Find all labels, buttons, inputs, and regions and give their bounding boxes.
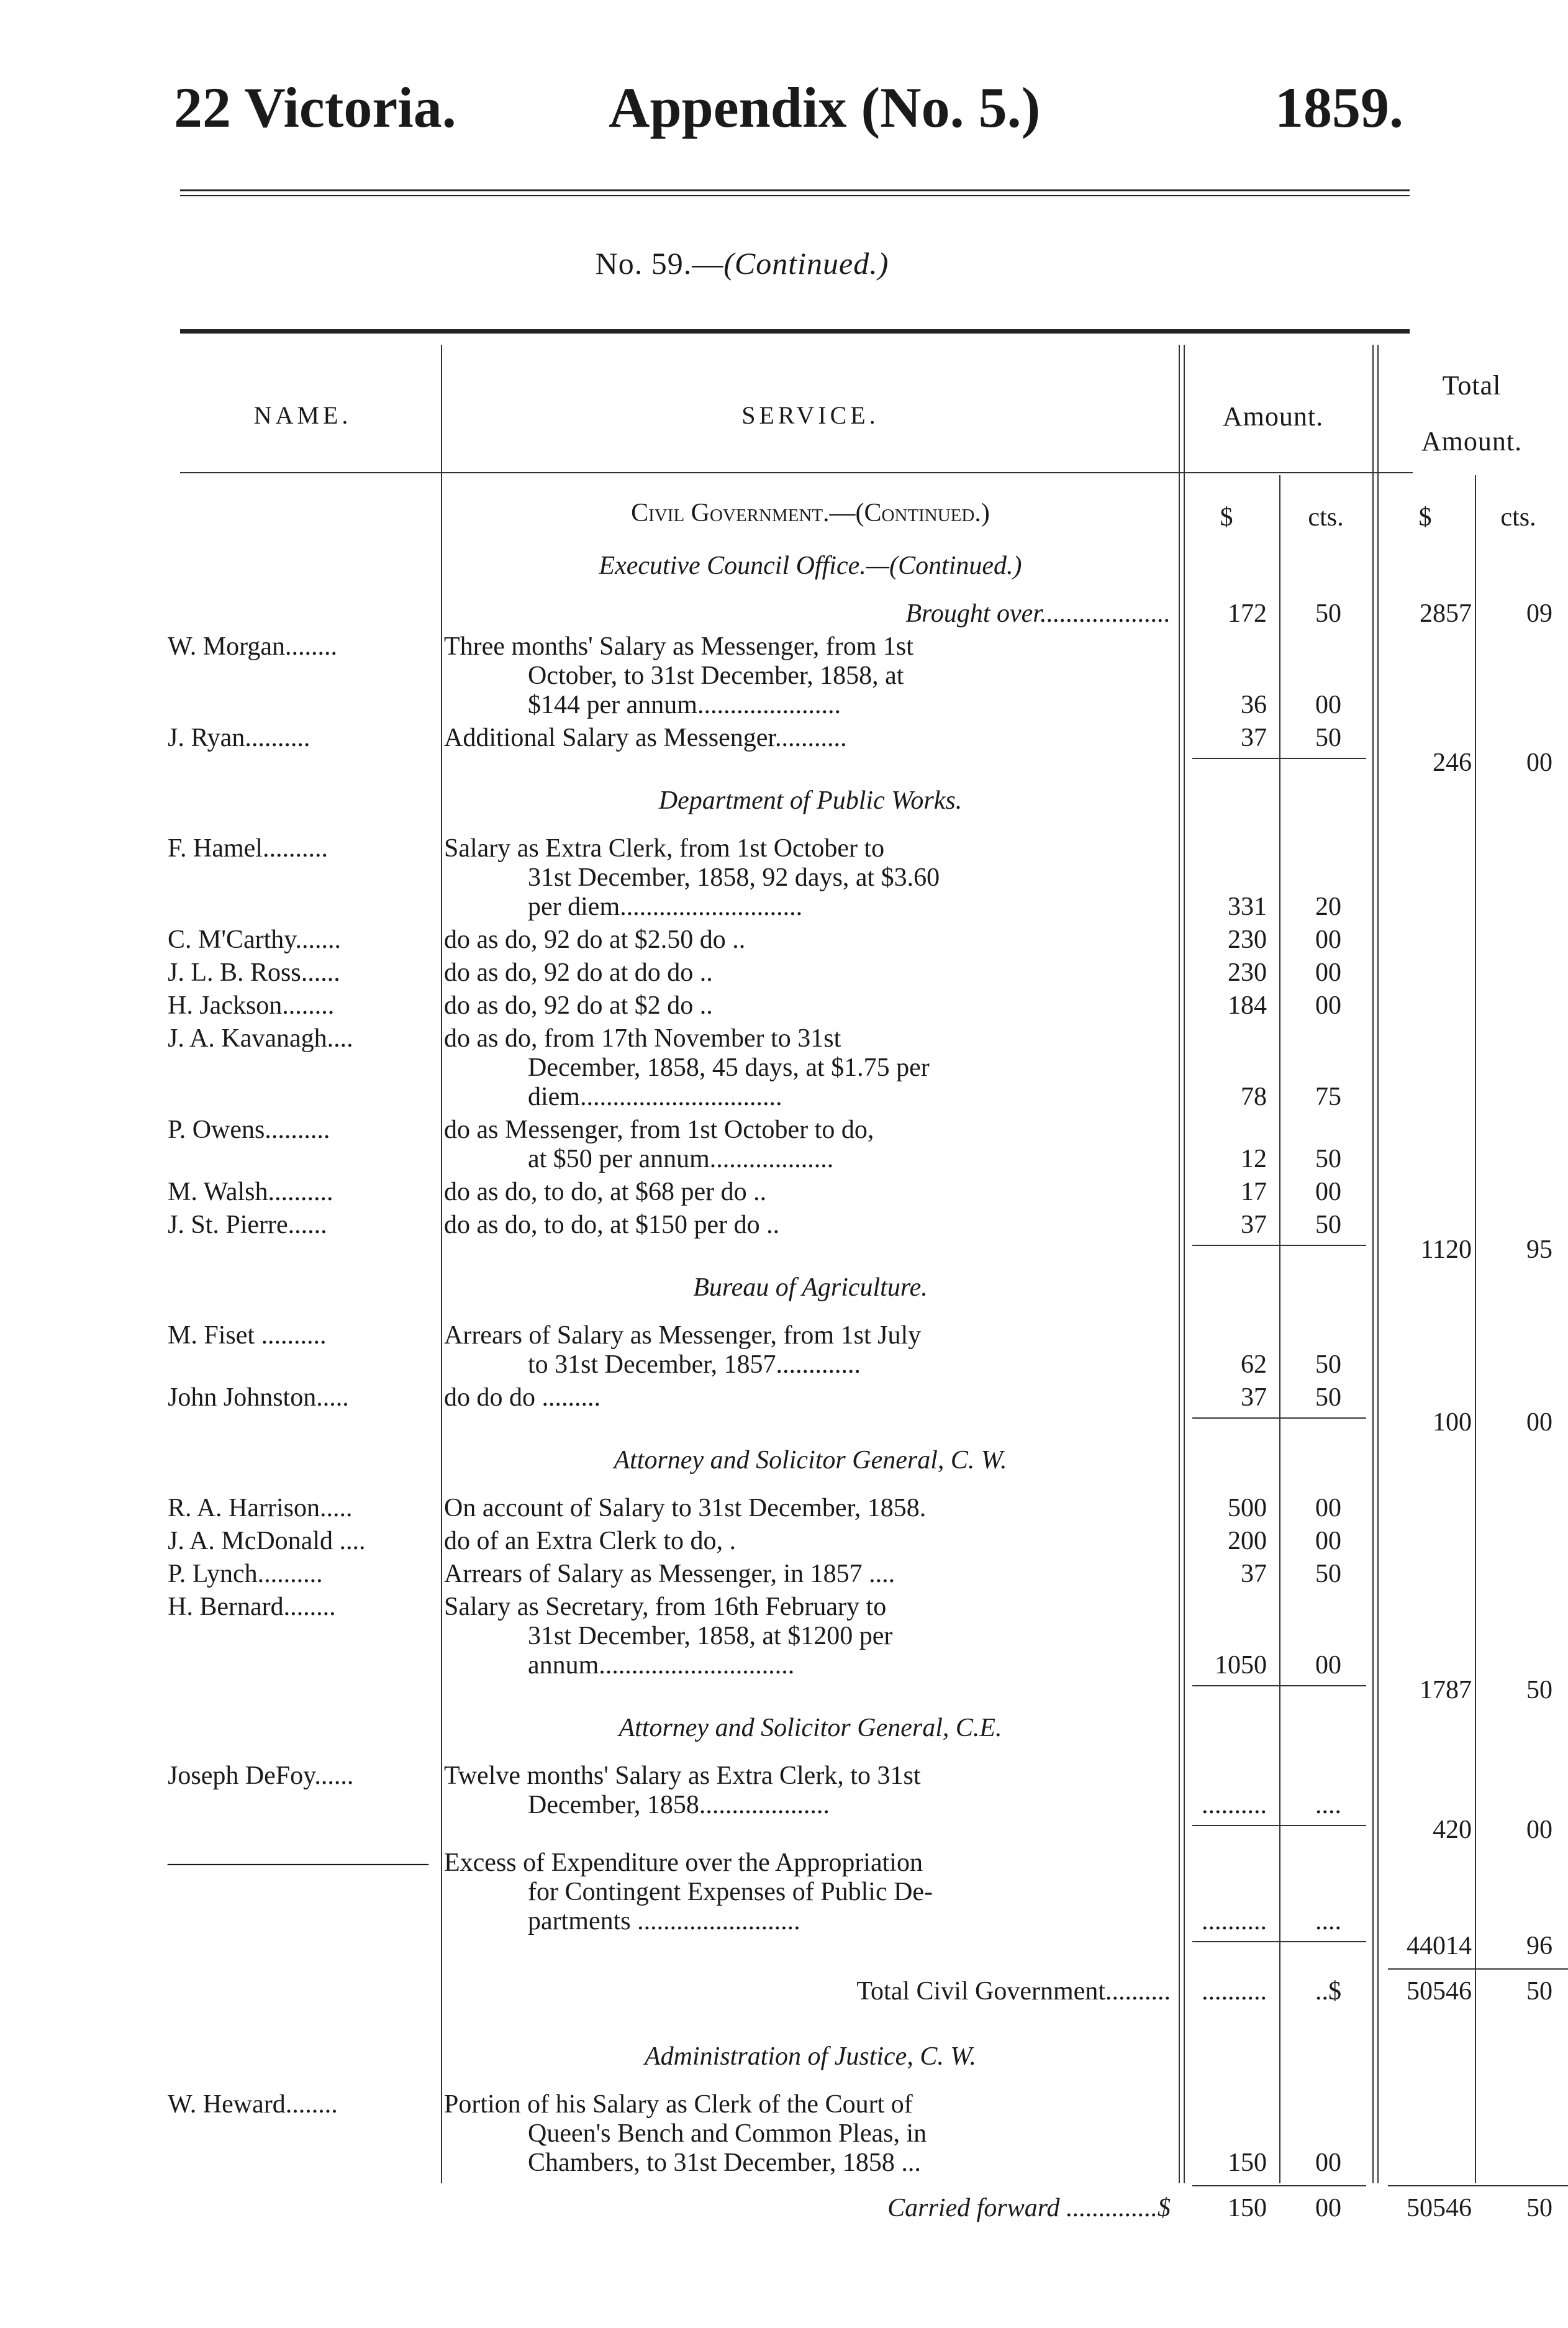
amount-dollars: .......... xyxy=(1202,1791,1267,1819)
amount-cents: 00 xyxy=(1315,991,1341,1020)
payee-name: M. Walsh.......... xyxy=(168,1178,333,1206)
amount-dollars: 200 xyxy=(1228,1527,1267,1555)
amount-dollars: .......... xyxy=(1202,1907,1267,1935)
total-cents: 50 xyxy=(1526,1977,1552,2006)
payee-name: J. A. Kavanagh.... xyxy=(168,1024,353,1053)
service-description: Additional Salary as Messenger........... xyxy=(444,724,847,752)
service-description: do as do, to do, at $68 per do .. xyxy=(444,1178,767,1206)
sum-rule xyxy=(1388,2185,1568,2186)
service-description: do as do, 92 do at $2.50 do .. xyxy=(444,925,746,954)
total-cents: 50 xyxy=(1526,1676,1552,1704)
total-cents: 95 xyxy=(1526,1235,1552,1264)
service-description: Arrears of Salary as Messenger, in 1857 .... xyxy=(444,1560,895,1588)
subtotal-rule xyxy=(1192,1417,1366,1419)
service-description: Arrears of Salary as Messenger, from 1st July xyxy=(444,1321,922,1350)
section-heading: Bureau of Agriculture. xyxy=(693,1273,928,1302)
col-divider-amount-2 xyxy=(1377,345,1379,2183)
service-description: Excess of Expenditure over the Appropriation xyxy=(444,1848,923,1877)
payee-name: J. Ryan.......... xyxy=(168,724,310,752)
expenditure-table xyxy=(161,332,1552,2222)
payee-name: F. Hamel.......... xyxy=(168,834,328,863)
col-divider-total-cents xyxy=(1475,475,1476,2183)
service-description: December, 1858, 45 days, at $1.75 per xyxy=(528,1053,930,1082)
amount-cents: 50 xyxy=(1315,1145,1341,1173)
amount-cents: 00 xyxy=(1315,1651,1341,1680)
amount-cents: 00 xyxy=(1315,1527,1341,1555)
service-description: Brought over.................... xyxy=(905,599,1171,628)
payee-name: Joseph DeFoy...... xyxy=(168,1762,354,1790)
total-dollars: 420 xyxy=(1433,1816,1472,1844)
total-cents: 09 xyxy=(1526,599,1552,628)
service-description: Queen's Bench and Common Pleas, in xyxy=(528,2119,927,2148)
payee-name: P. Lynch.......... xyxy=(168,1560,323,1588)
payee-name: J. A. McDonald .... xyxy=(168,1527,366,1555)
carried-forward-label: Carried forward ..............$ xyxy=(887,2194,1171,2222)
amount-dollars: 12 xyxy=(1241,1145,1267,1173)
amount-dollars: 150 xyxy=(1228,2194,1267,2222)
service-description: do of an Extra Clerk to do, . xyxy=(444,1527,736,1555)
subtotal-rule xyxy=(1192,1245,1366,1246)
section-heading: Administration of Justice, C. W. xyxy=(645,2042,976,2071)
service-description: at $50 per annum................... xyxy=(528,1145,834,1173)
total-dollars: 100 xyxy=(1433,1408,1472,1437)
col-divider-amount-cents xyxy=(1279,475,1280,2183)
col-divider-name xyxy=(441,345,442,2183)
header-session: 22 Victoria. xyxy=(174,76,456,139)
subtotal-rule xyxy=(1192,758,1366,759)
amount-dollars: .......... xyxy=(1202,1977,1267,2006)
service-description: annum.............................. xyxy=(528,1651,795,1680)
payee-name: W. Heward........ xyxy=(168,2090,338,2119)
total-cents: 00 xyxy=(1526,748,1552,777)
service-description: December, 1858.................... xyxy=(528,1791,830,1819)
service-description: Chambers, to 31st December, 1858 ... xyxy=(528,2148,921,2177)
section-heading: Attorney and Solicitor General, C. W. xyxy=(614,1446,1007,1475)
payee-name: —————————— xyxy=(168,1848,428,1877)
header-rule-2 xyxy=(180,195,1410,196)
amount-dollars: 230 xyxy=(1228,925,1267,954)
payee-name: C. M'Carthy....... xyxy=(168,925,342,954)
amount-dollars: 500 xyxy=(1228,1494,1267,1522)
total-cents: 50 xyxy=(1526,2194,1552,2222)
service-description: partments ......................... xyxy=(528,1907,800,1935)
amount-cents: 00 xyxy=(1315,2148,1341,2177)
service-description: to 31st December, 1857............. xyxy=(528,1350,861,1379)
col-header-total-2: Amount. xyxy=(1421,426,1523,457)
table-subtitle xyxy=(0,245,1484,281)
section-heading: Executive Council Office.—(Continued.) xyxy=(599,552,1022,580)
total-dollar-head: $ xyxy=(1418,503,1432,532)
total-cents: 96 xyxy=(1526,1932,1552,1960)
service-description: 31st December, 1858, 92 days, at $3.60 xyxy=(528,863,940,892)
subtotal-rule xyxy=(1192,1941,1366,1942)
total-dollars: 44014 xyxy=(1407,1932,1472,1960)
amount-dollars: 331 xyxy=(1228,893,1267,921)
amount-cents: ..$ xyxy=(1315,1977,1341,2006)
service-description: do as do, 92 do at do do .. xyxy=(444,958,713,987)
amount-dollars: 36 xyxy=(1241,691,1267,719)
section-heading: Department of Public Works. xyxy=(658,786,963,815)
total-dollars: 1120 xyxy=(1420,1235,1472,1264)
payee-name: H. Bernard........ xyxy=(168,1593,336,1621)
amount-dollars: 172 xyxy=(1228,599,1267,628)
total-dollars: 1787 xyxy=(1420,1676,1472,1704)
service-description: for Contingent Expenses of Public De- xyxy=(528,1878,933,1906)
section-heading: Civil Government.—(Continued.) xyxy=(631,499,990,527)
amount-cents: 00 xyxy=(1315,1178,1341,1206)
service-description: do do do ......... xyxy=(444,1383,600,1412)
service-description: On account of Salary to 31st December, 1858. xyxy=(444,1494,927,1522)
sum-rule-amount xyxy=(1192,2185,1366,2186)
service-description: 31st December, 1858, at $1200 per xyxy=(528,1622,893,1650)
amount-dollars: 230 xyxy=(1228,958,1267,987)
service-description: do as do, to do, at $150 per do .. xyxy=(444,1211,780,1239)
service-description: per diem............................ xyxy=(528,893,803,921)
payee-name: R. A. Harrison..... xyxy=(168,1494,353,1522)
amount-cents: 50 xyxy=(1315,599,1341,628)
amount-dollars: 37 xyxy=(1241,1211,1267,1239)
amount-dollars: 37 xyxy=(1241,724,1267,752)
payee-name: John Johnston..... xyxy=(168,1383,349,1412)
amount-dollars: 17 xyxy=(1241,1178,1267,1206)
total-dollars: 50546 xyxy=(1407,1977,1472,2006)
amount-cents: 50 xyxy=(1315,1211,1341,1239)
amount-cents-head: cts. xyxy=(1308,503,1344,532)
header-year: 1859. xyxy=(1275,76,1403,139)
header-rule xyxy=(180,189,1410,191)
subtotal-rule xyxy=(1192,1825,1366,1826)
payee-name: P. Owens.......... xyxy=(168,1116,330,1144)
amount-cents: .... xyxy=(1315,1907,1341,1935)
col-divider-service xyxy=(1179,345,1180,2183)
service-description: Salary as Secretary, from 16th February to xyxy=(444,1593,887,1621)
amount-cents: 20 xyxy=(1315,893,1341,921)
amount-cents: .... xyxy=(1315,1791,1341,1819)
total-cents-head: cts. xyxy=(1500,503,1536,532)
payee-name: J. St. Pierre...... xyxy=(168,1211,327,1239)
col-divider-amount xyxy=(1372,345,1374,2183)
total-label: Total Civil Government.......... xyxy=(856,1977,1171,2006)
payee-name: J. L. B. Ross...... xyxy=(168,958,340,987)
service-description: October, to 31st December, 1858, at xyxy=(528,662,904,690)
amount-dollars: 37 xyxy=(1241,1560,1267,1588)
service-description: diem............................... xyxy=(528,1083,782,1111)
amount-cents: 50 xyxy=(1315,1560,1341,1588)
total-dollars: 2857 xyxy=(1420,599,1472,628)
service-description: do as do, from 17th November to 31st xyxy=(444,1024,841,1053)
service-description: Twelve months' Salary as Extra Clerk, to 31st xyxy=(444,1762,921,1790)
subtotal-rule xyxy=(1192,1685,1366,1686)
subtitle-number: No. 59.— xyxy=(595,246,724,281)
total-cents: 00 xyxy=(1526,1408,1552,1437)
service-description: Three months' Salary as Messenger, from 1st xyxy=(444,632,913,661)
service-description: do as do, 92 do at $2 do .. xyxy=(444,991,713,1020)
amount-cents: 00 xyxy=(1315,1494,1341,1522)
amount-dollars: 62 xyxy=(1241,1350,1267,1379)
total-dollars: 246 xyxy=(1433,748,1472,777)
amount-cents: 00 xyxy=(1315,925,1341,954)
amount-dollars: 150 xyxy=(1228,2148,1267,2177)
subtitle-continued: (Continued.) xyxy=(723,246,889,281)
total-dollars: 50546 xyxy=(1407,2194,1472,2222)
amount-cents: 50 xyxy=(1315,1383,1341,1412)
amount-dollars: 78 xyxy=(1241,1083,1267,1111)
service-description: Portion of his Salary as Clerk of the Court of xyxy=(444,2090,913,2119)
col-header-name: NAME. xyxy=(253,401,352,429)
amount-dollars: 184 xyxy=(1228,991,1267,1020)
col-header-total-1: Total xyxy=(1442,370,1502,401)
col-header-amount: Amount. xyxy=(1222,401,1324,432)
amount-dollar-head: $ xyxy=(1220,503,1233,532)
header-appendix: Appendix (No. 5.) xyxy=(609,76,1041,139)
payee-name: W. Morgan........ xyxy=(168,632,337,661)
service-description: Salary as Extra Clerk, from 1st October to xyxy=(444,834,885,863)
amount-cents: 00 xyxy=(1315,691,1341,719)
service-description: do as Messenger, from 1st October to do, xyxy=(444,1116,874,1144)
payee-name: M. Fiset .......... xyxy=(168,1321,327,1350)
payee-name: H. Jackson........ xyxy=(168,991,335,1020)
total-cents: 00 xyxy=(1526,1816,1552,1844)
amount-cents: 75 xyxy=(1315,1083,1341,1111)
amount-cents: 00 xyxy=(1315,958,1341,987)
sum-rule xyxy=(1388,1968,1568,1970)
header-underline xyxy=(180,472,1413,473)
amount-dollars: 1050 xyxy=(1215,1651,1267,1680)
col-header-service: SERVICE. xyxy=(741,401,879,429)
amount-cents: 50 xyxy=(1315,724,1341,752)
section-heading: Attorney and Solicitor General, C.E. xyxy=(619,1714,1002,1742)
page-header xyxy=(168,75,1403,149)
service-description: $144 per annum...................... xyxy=(528,691,841,719)
amount-dollars: 37 xyxy=(1241,1383,1267,1412)
amount-cents: 50 xyxy=(1315,1350,1341,1379)
amount-cents: 00 xyxy=(1315,2194,1341,2222)
